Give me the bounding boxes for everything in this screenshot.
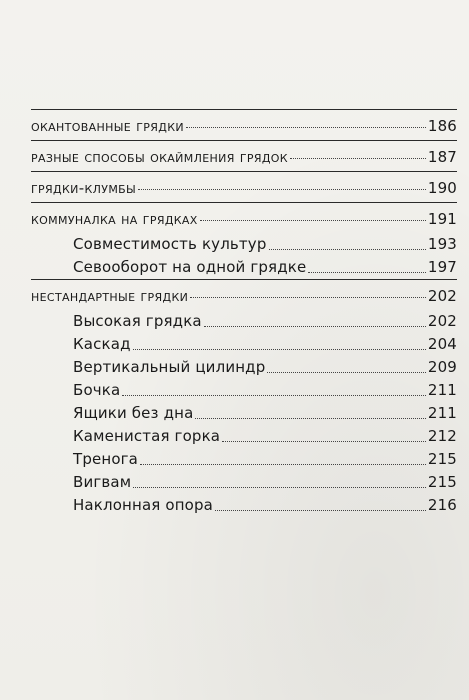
dot-leader	[190, 297, 426, 298]
toc-entry-page: 190	[427, 179, 457, 197]
dot-leader	[122, 395, 426, 396]
toc-entry-title: окантованные грядки	[31, 117, 184, 135]
toc-entry[interactable]	[31, 140, 457, 168]
toc-entry-page: 191	[427, 210, 457, 228]
toc-subentry[interactable]	[31, 468, 457, 491]
toc-entry-title: нестандартные грядки	[31, 287, 189, 305]
toc-subentry[interactable]	[31, 445, 457, 468]
toc-entry-page: 215	[427, 473, 457, 491]
dot-leader	[308, 272, 426, 273]
toc-entry-page: 209	[427, 358, 457, 376]
toc-subentry[interactable]	[31, 307, 457, 330]
toc-entry-page: 212	[427, 427, 457, 445]
toc-entry-title: Ящики без дна	[73, 404, 194, 422]
dot-leader	[133, 487, 426, 488]
toc-entry-title: Бочка	[73, 381, 121, 399]
toc-entry-page: 215	[427, 450, 457, 468]
toc-subentry[interactable]	[31, 230, 457, 253]
dot-leader	[186, 127, 426, 128]
toc-entry-page: 211	[427, 404, 457, 422]
dot-leader	[290, 158, 426, 159]
toc-entry-title: Совместимость культур	[73, 235, 267, 253]
toc-subentry[interactable]	[31, 491, 457, 514]
toc-entry[interactable]	[31, 279, 457, 307]
toc-entry-page: 202	[427, 312, 457, 330]
toc-entry-title: Высокая грядка	[73, 312, 202, 330]
toc-entry-page: 204	[427, 335, 457, 353]
toc-entry-title: Каскад	[73, 335, 131, 353]
toc-entry-page: 211	[427, 381, 457, 399]
toc-subentry[interactable]	[31, 253, 457, 276]
toc-entry-page: 186	[427, 117, 457, 135]
toc-entry-title: Вигвам	[73, 473, 132, 491]
toc-entry-page: 197	[427, 258, 457, 276]
toc-entry-page: 202	[427, 287, 457, 305]
toc-entry-title: Тренога	[73, 450, 139, 468]
toc-entry-title: коммуналка на грядках	[31, 210, 198, 228]
toc-entry[interactable]	[31, 202, 457, 230]
toc-entry-title: Каменистая горка	[73, 427, 221, 445]
dot-leader	[215, 510, 426, 511]
toc-entry-title: Севооборот на одной грядке	[73, 258, 307, 276]
dot-leader	[269, 249, 426, 250]
toc-entry[interactable]	[31, 109, 457, 137]
toc-subentry[interactable]	[31, 399, 457, 422]
toc-entry-page: 187	[427, 148, 457, 166]
toc-subentry[interactable]	[31, 353, 457, 376]
toc-subentry[interactable]	[31, 330, 457, 353]
dot-leader	[133, 349, 426, 350]
dot-leader	[267, 372, 426, 373]
toc-entry-title: Наклонная опора	[73, 496, 214, 514]
dot-leader	[204, 326, 426, 327]
toc-entry-page: 216	[427, 496, 457, 514]
dot-leader	[222, 441, 426, 442]
toc-subentry[interactable]	[31, 422, 457, 445]
dot-leader	[140, 464, 426, 465]
toc-entry[interactable]	[31, 171, 457, 199]
toc-entry-title: грядки-клумбы	[31, 179, 137, 197]
toc-entry-page: 193	[427, 235, 457, 253]
toc-subentry[interactable]	[31, 376, 457, 399]
toc-entry-title: Вертикальный цилиндр	[73, 358, 266, 376]
toc-entry-title: разные способы окаймления грядок	[31, 148, 288, 166]
dot-leader	[195, 418, 425, 419]
dot-leader	[138, 189, 426, 190]
dot-leader	[200, 220, 426, 221]
table-of-contents	[31, 109, 457, 514]
